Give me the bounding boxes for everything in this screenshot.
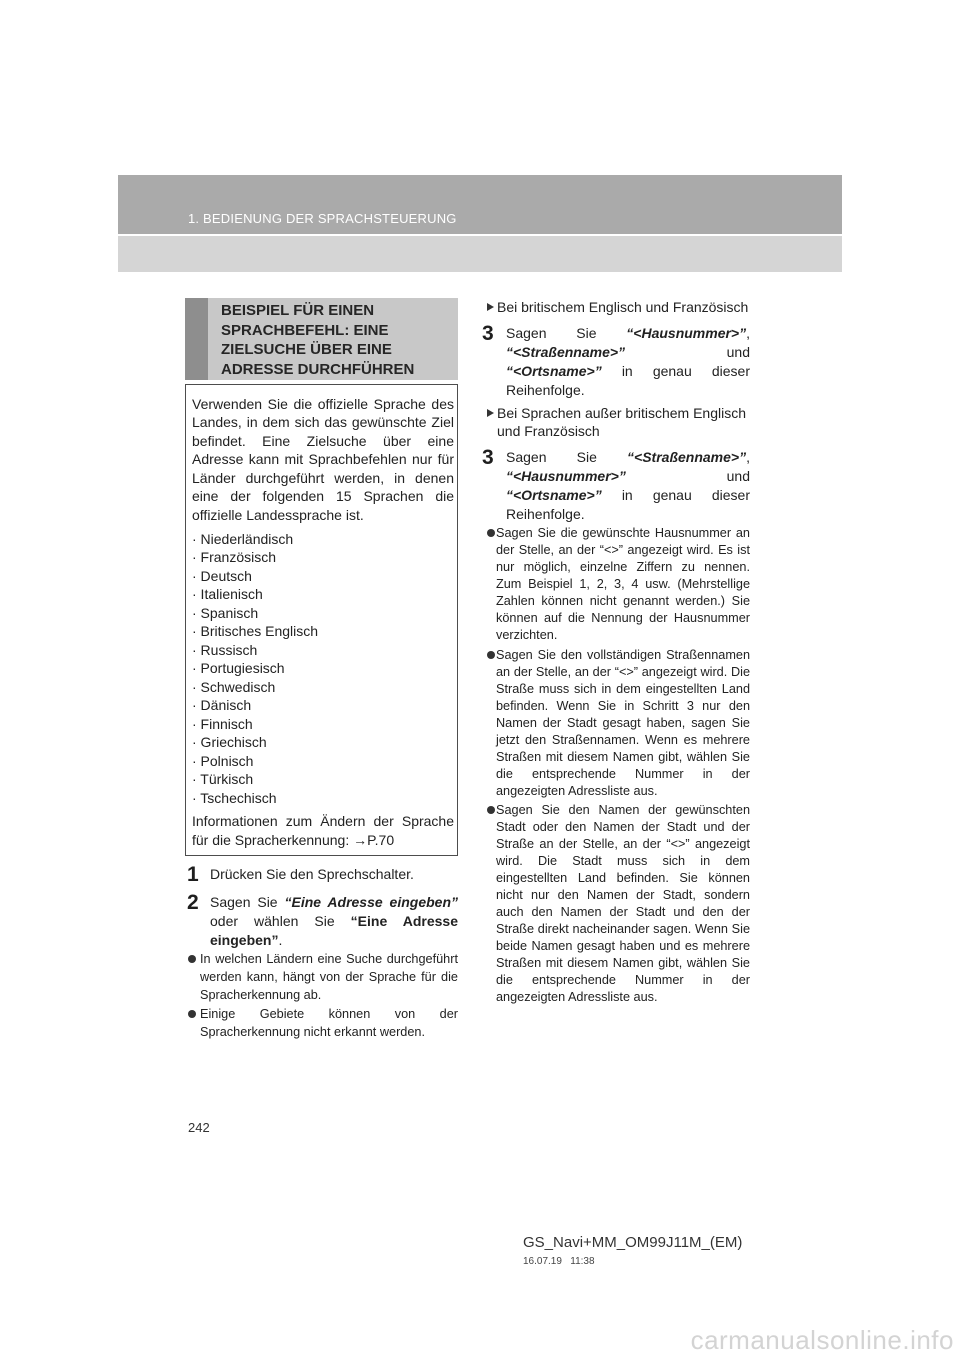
language-item: · Französisch xyxy=(192,549,277,566)
screen-button-label: “Eine Adresse eingeben” xyxy=(210,913,458,949)
step-text-part: in genau dieser Reihenfolge. xyxy=(506,362,750,398)
bullet-marker xyxy=(483,525,496,644)
step-number: 3 xyxy=(482,445,494,469)
step-text: Drücken Sie den Sprechschalter. xyxy=(210,866,414,883)
step-number: 1 xyxy=(187,863,199,887)
language-list xyxy=(192,530,454,808)
section-heading-line: SPRACHBEFEHL: EINE xyxy=(221,321,389,339)
step-text-part: und xyxy=(625,343,750,360)
language-item: · Schwedisch xyxy=(192,678,276,695)
voice-command: “<Ortsname>” xyxy=(506,362,602,379)
language-item: · Finnisch xyxy=(192,715,253,732)
footer-timestamp: 16.07.19 11:38 xyxy=(523,1256,595,1267)
language-item: · Niederländisch xyxy=(192,530,294,547)
voice-command: “<Straßenname>” xyxy=(506,343,626,360)
step-text-part: Sagen Sie xyxy=(506,448,628,465)
voice-command: “Eine Adresse eingeben” xyxy=(284,894,458,911)
section-heading-line: BEISPIEL FÜR EINEN xyxy=(221,302,375,319)
voice-command: “<Ortsname>” xyxy=(506,486,602,503)
language-item: · Portugiesisch xyxy=(192,660,285,677)
bullet-marker xyxy=(483,802,496,1006)
language-item: · Dänisch xyxy=(192,697,252,714)
section-title: 1. BEDIENUNG DER SPRACHSTEUERUNG xyxy=(188,211,457,226)
bullet-marker xyxy=(185,1005,200,1041)
triangle-marker xyxy=(483,298,497,316)
step-text-part: Sagen Sie xyxy=(210,894,285,911)
bullet-text: Einige Gebiete können von der Spracherkennung nicht erkannt werden. xyxy=(200,1006,458,1039)
step-text xyxy=(506,448,750,524)
step-text-part: in genau dieser Reihenfolge. xyxy=(506,486,750,522)
step-3-variant-2 xyxy=(482,445,750,524)
voice-command: “<Hausnummer>” xyxy=(506,467,626,484)
header-band xyxy=(118,175,842,234)
note-bullet xyxy=(185,1005,458,1041)
info-box xyxy=(185,384,458,856)
step-text-part: , xyxy=(746,448,750,465)
info-box-note xyxy=(192,812,454,849)
section-heading-box xyxy=(185,298,458,380)
voice-command: “<Hausnummer>” xyxy=(626,324,747,341)
section-heading xyxy=(221,301,414,379)
step-3-variant-1 xyxy=(482,321,750,400)
language-item: · Russisch xyxy=(192,641,258,658)
note-bullet xyxy=(185,950,458,1004)
bullet-icon xyxy=(188,955,196,963)
bullet-icon xyxy=(487,651,495,659)
bullet-marker xyxy=(483,647,496,800)
step-text-part: . xyxy=(278,932,283,949)
language-item: · Polnisch xyxy=(192,752,254,769)
step-text xyxy=(210,893,458,950)
right-column xyxy=(483,298,750,1006)
step-2 xyxy=(185,893,458,950)
step-text xyxy=(506,324,750,400)
language-item: · Türkisch xyxy=(192,771,254,788)
step-text-part: Sagen Sie xyxy=(506,324,627,341)
info-box-intro: Verwenden Sie die offizielle Sprache des Landes, in dem sich das gewünschte Ziel befindet. Eine Zielsuche über eine Adresse kann mit Sprachbefehlen nur für Länder durchgeführt werden, in denen eine der folgenden 15 Sprachen die offizielle Landessprache ist. xyxy=(192,395,454,524)
page-number: 242 xyxy=(188,1120,210,1135)
info-box-note-text: Informationen zum Ändern der Sprache für die Spracherkennung: xyxy=(192,813,454,848)
page-reference: →P.70 xyxy=(353,831,395,848)
step-number: 3 xyxy=(482,321,494,345)
triangle-marker-icon xyxy=(487,409,494,417)
note-bullet xyxy=(483,525,750,644)
step-1 xyxy=(185,863,458,887)
bullet-icon xyxy=(487,806,495,814)
bullet-text: Sagen Sie den vollständigen Straßennamen an der Stelle, an der “<>” angezeigt wird. Die Straße muss sich in dem eingestellten Land befinden. Wenn Sie in Schritt 3 nur den Namen der Stadt gesagt haben, sagen Sie jetzt den Straßennamen. Wenn es mehrere Straßen mit diesem Namen gibt, wählen Sie die entsprechende Nummer in der angezeigten Adressliste aus. xyxy=(496,647,750,798)
language-item: · Deutsch xyxy=(192,567,252,584)
language-item: · Spanisch xyxy=(192,604,259,621)
step-text-part: und xyxy=(625,467,750,484)
bullet-marker xyxy=(185,950,200,1004)
watermark: carmanualsonline.info xyxy=(690,1325,954,1355)
variant-heading xyxy=(483,298,750,316)
triangle-marker-icon xyxy=(487,303,494,311)
bullet-icon xyxy=(487,529,495,537)
section-heading-line: ADRESSE DURCHFÜHREN xyxy=(221,360,415,378)
voice-command: “<Straßenname>” xyxy=(627,448,747,465)
language-item: · Britisches Englisch xyxy=(192,623,319,640)
header-subband xyxy=(118,236,842,272)
language-item: · Tschechisch xyxy=(192,789,277,806)
language-item: · Italienisch xyxy=(192,586,263,603)
step-text-part: oder wählen Sie xyxy=(210,913,351,930)
note-bullet xyxy=(483,802,750,1006)
footer-doc-code: GS_Navi+MM_OM99J11M_(EM) xyxy=(523,1234,743,1251)
variant-heading-text: Bei Sprachen außer britischem Englisch und Französisch xyxy=(497,405,747,439)
bullet-text: Sagen Sie die gewünschte Hausnummer an der Stelle, an der “<>” angezeigt wird. Es ist nur möglich, einzelne Ziffern zu nennen. Zum Beispiel 1, 2, 3, 4 usw. (Mehrstellige Zahlen können nicht genannt werden.) Sie können auf die Nennung der Hausnummer verzichten. xyxy=(496,525,750,642)
left-column xyxy=(185,298,458,1041)
note-bullet xyxy=(483,647,750,800)
bullet-text: Sagen Sie den Namen der gewünschten Stadt oder den Namen der Stadt und der Straße an der Stelle, an der “<>” angezeigt wird. Die Stadt muss sich in dem eingestellten Land befinden. Sie können nicht nur den Namen der Stadt, sondern auch den Namen der Stadt und den der Straße direkt nacheinander sagen. Wenn Sie beide Namen gesagt haben und es mehrere Straßen mit diesem Namen gibt, wählen Sie die entsprechende Nummer in der angezeigten Adressliste aus. xyxy=(496,802,750,1004)
variant-heading xyxy=(483,404,750,440)
triangle-marker xyxy=(483,404,497,440)
section-heading-line: ZIELSUCHE ÜBER EINE xyxy=(221,341,392,358)
bullet-icon xyxy=(188,1010,196,1018)
step-text-part: , xyxy=(746,324,750,341)
heading-accent-bar xyxy=(185,298,208,380)
variant-heading-text: Bei britischem Englisch und Französisch xyxy=(497,299,749,315)
step-number: 2 xyxy=(187,891,199,915)
bullet-text: In welchen Ländern eine Suche durchgeführt werden kann, hängt von der Sprache für die Spracherkennung ab. xyxy=(200,952,458,1003)
language-item: · Griechisch xyxy=(192,734,267,751)
